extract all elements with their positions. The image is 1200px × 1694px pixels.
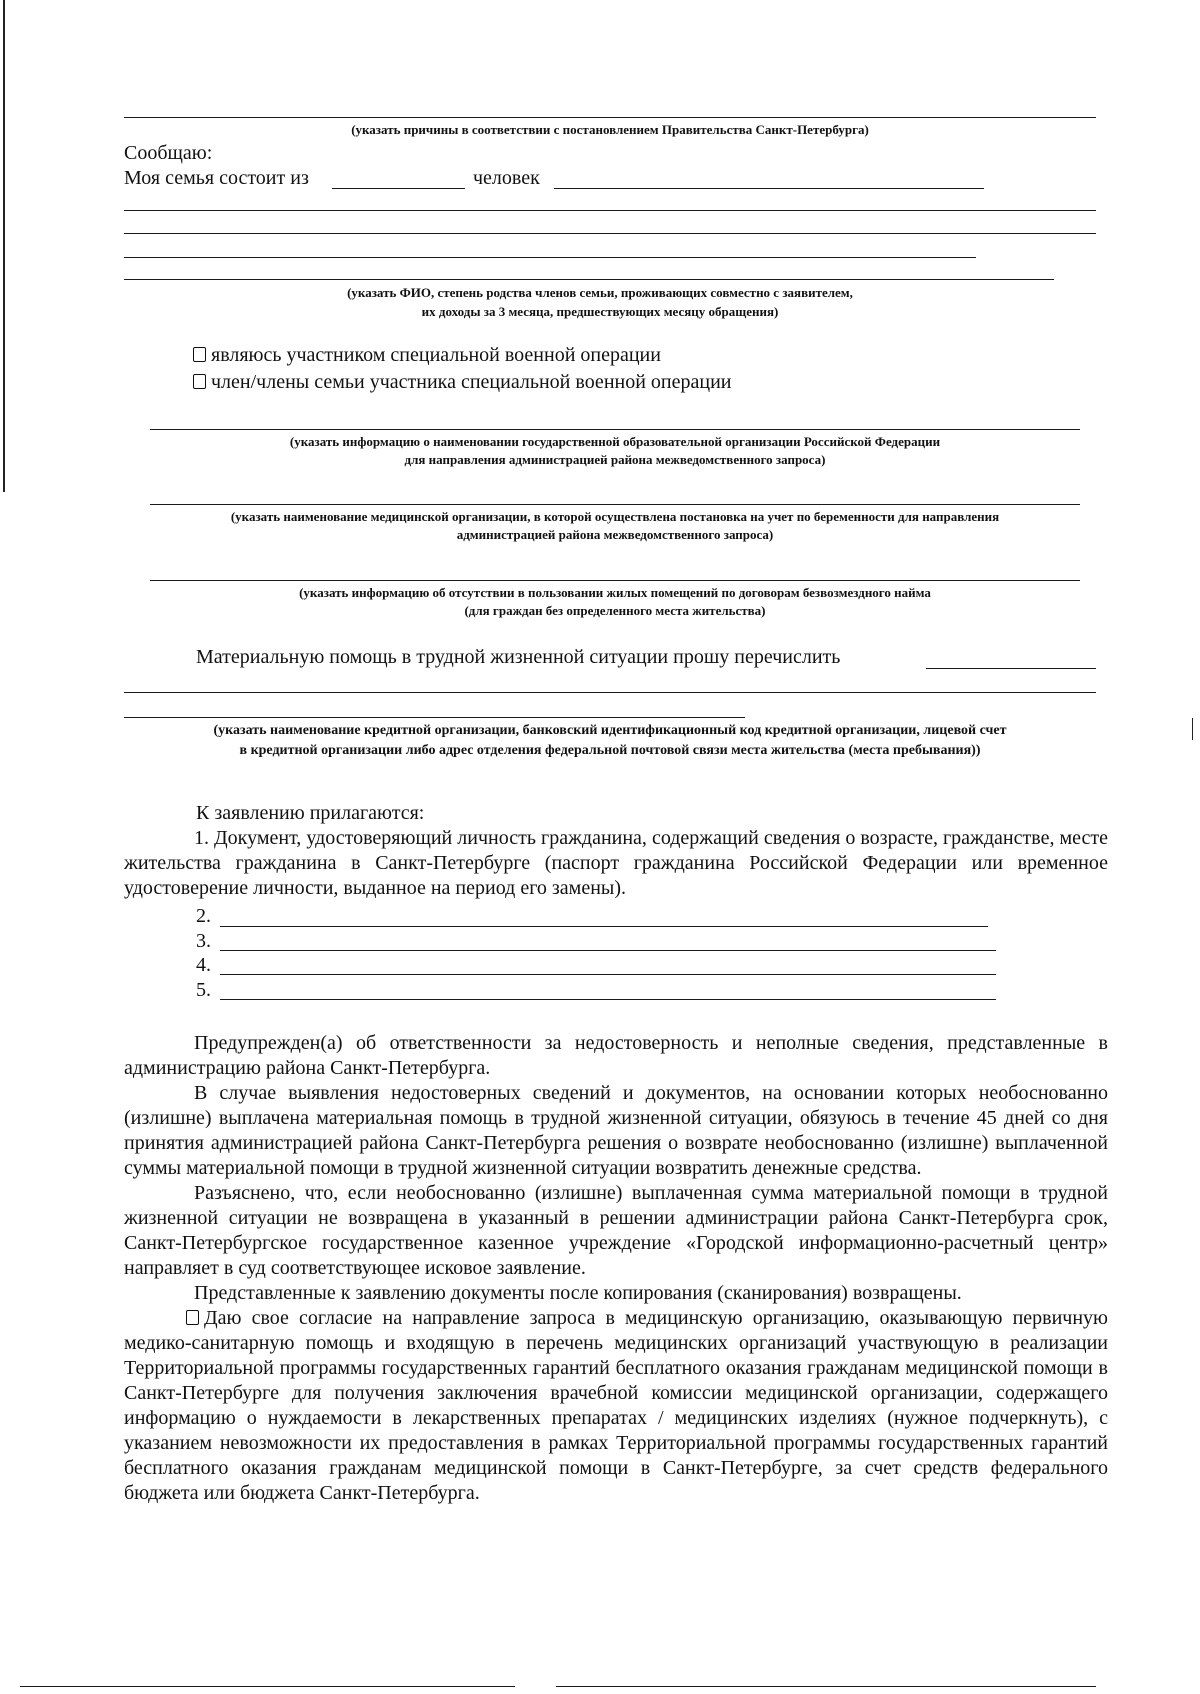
medical-org-field[interactable]	[150, 504, 1080, 505]
family-members-field-4[interactable]	[124, 257, 976, 258]
consent-checkbox[interactable]	[186, 1310, 199, 1325]
explained-statement: Разъяснено, что, если необоснованно (излишне) выплаченная сумма материальной помощи в трудной жизненной ситуации не возвращена в указанный в решении администрации района Санкт-Петербурга срок, Санкт-Петербургское государственное казенное учреждение «Городской информационно-расчетный центр» направляет в суд соответствующее исковое заявление.	[124, 1182, 1108, 1279]
family-prefix: Моя семья состоит из	[124, 167, 309, 189]
medical-caption-line-2: администрацией района межведомственного запроса)	[456, 527, 774, 542]
payment-request: Материальную помощь в трудной жизненной ситуации прошу перечислить	[196, 646, 841, 668]
education-caption-line-1: (указать информацию о наименовании государственной образовательной организации Российской Федерации	[289, 434, 941, 449]
family-members-field-5[interactable]	[124, 279, 1054, 280]
reasons-caption: (указать причины в соответствии с постановлением Правительства Санкт-Петербурга)	[351, 122, 869, 137]
svo-participant-checkbox[interactable]	[193, 347, 206, 362]
medical-caption-line-1: (указать наименование медицинской организации, в которой осуществлена постановка на учет по беременности для направления	[230, 509, 1000, 524]
attachment-item-2-field[interactable]	[220, 926, 988, 927]
education-caption-line-2: для направления администрацией района межведомственного запроса)	[404, 452, 826, 467]
bank-caption-line-1: (указать наименование кредитной организации, банковский идентификационный код кредитной организации, лицевой счет	[213, 723, 1007, 738]
attachments-heading: К заявлению прилагаются:	[196, 802, 425, 824]
reasons-line[interactable]	[124, 117, 1096, 118]
consent-statement[interactable]	[124, 1306, 1108, 1506]
attachment-item-4-number: 4.	[196, 954, 211, 976]
consent-text: Даю свое согласие на направление запроса в медицинскую организацию, оказывающую первичную медико-санитарную помощь и входящую в перечень медицинских организаций участвующую в реализации Территориальной программы государственных гарантий бесплатного оказания гражданам медицинской помощи в Санкт-Петербурге для получения заключения врачебной комиссии медицинской организации, содержащего информацию о нуждаемости в лекарственных препаратах / медицинских изделиях (нужное подчеркнуть), с указанием невозможности их предоставления в рамках Территориальной программы государственных гарантий бесплатного оказания гражданам медицинской помощи в Санкт-Петербурге, за счет средств федерального бюджета или бюджета Санкт-Петербурга.	[124, 1307, 1108, 1504]
housing-caption-line-2: (для граждан без определенного места жительства)	[464, 603, 766, 618]
obligation-statement: В случае выявления недостоверных сведений и документов, на основании которых необоснованно (излишне) выплачена материальная помощь в трудной жизненной ситуации, обязуюсь в течение 45 дней со дня принятия администрацией района Санкт-Петербурга решения о возврате необоснованно (излишне) выплаченной суммы материальной помощи в трудной жизненной ситуации возвратить денежные средства.	[124, 1082, 1108, 1179]
svo-participant-label: являюсь участником специальной военной операции	[211, 344, 661, 366]
family-caption-line-1: (указать ФИО, степень родства членов семьи, проживающих совместно с заявителем,	[347, 285, 853, 300]
svo-family-option[interactable]	[193, 370, 732, 394]
bank-caption-line-2: в кредитной организации либо адрес отделения федеральной почтовой связи места жительства (места пребывания))	[239, 743, 981, 758]
attachment-item-3-field[interactable]	[220, 950, 996, 951]
family-count-field[interactable]	[332, 188, 465, 189]
family-suffix: человек	[473, 167, 540, 189]
family-caption-line-2: их доходы за 3 месяца, предшествующих месяцу обращения)	[421, 304, 779, 319]
returned-statement: Представленные к заявлению документы после копирования (сканирования) возвращены.	[194, 1282, 962, 1304]
signature-line-right[interactable]	[556, 1686, 1096, 1687]
attachment-item-5-number: 5.	[196, 979, 211, 1001]
scan-edge-line	[3, 0, 5, 492]
payment-field-1[interactable]	[926, 668, 1096, 669]
svo-participant-option[interactable]	[193, 343, 661, 367]
statements-block	[124, 1031, 1108, 1506]
attachment-item-2-number: 2.	[196, 905, 211, 927]
education-field[interactable]	[150, 429, 1080, 430]
payment-field-2[interactable]	[124, 692, 1096, 693]
housing-caption-line-1: (указать информацию об отсутствии в пользовании жилых помещений по договорам безвозмездного найма	[299, 585, 931, 600]
attachment-item-1	[124, 826, 1108, 901]
family-members-field-2[interactable]	[124, 210, 1096, 211]
svo-family-label: член/члены семьи участника специальной военной операции	[211, 371, 732, 393]
signature-line-left[interactable]	[20, 1686, 515, 1687]
warned-statement: Предупрежден(а) об ответственности за недостоверность и неполные сведения, представленные в администрацию района Санкт-Петербурга.	[124, 1032, 1108, 1079]
payment-field-3[interactable]	[124, 717, 745, 718]
scan-mark	[1192, 718, 1193, 740]
family-members-field-1[interactable]	[554, 188, 984, 189]
attachment-item-3-number: 3.	[196, 930, 211, 952]
svo-family-checkbox[interactable]	[193, 374, 206, 389]
attachment-item-4-field[interactable]	[220, 974, 996, 975]
attachment-item-5-field[interactable]	[220, 999, 996, 1000]
report-heading: Сообщаю:	[124, 142, 213, 164]
family-members-field-3[interactable]	[124, 233, 1096, 234]
attachment-item-1-text: 1. Документ, удостоверяющий личность гражданина, содержащий сведения о возрасте, гражданстве, месте жительства гражданина в Санкт-Петербурге (паспорт гражданина Российской Федерации или временное удостоверение личности, выданное на период его замены).	[124, 827, 1108, 899]
housing-field[interactable]	[150, 580, 1080, 581]
